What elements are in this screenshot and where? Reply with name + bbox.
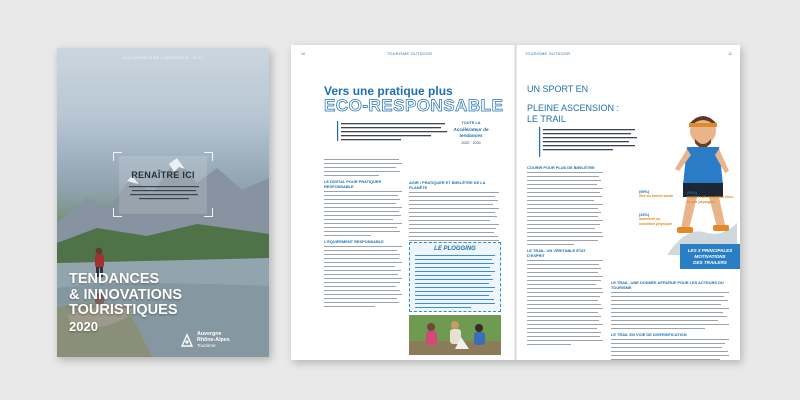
text-column xyxy=(324,159,402,310)
stat-percent: (50%) xyxy=(687,191,698,195)
section-subheading: L'ÉQUIPEMENT RESPONSABLE xyxy=(324,239,384,244)
frame-corner xyxy=(113,208,122,217)
stat-label: être au bonne santé xyxy=(639,194,673,199)
section-subheading: LE TRAIL, UN VÉRITABLE ÉTAT D'ESPRIT xyxy=(527,248,586,258)
right-page xyxy=(517,45,740,360)
stat-label: explorer de nouveaux lieux et ses paysages xyxy=(687,195,734,204)
frame-corner xyxy=(113,152,122,161)
section-subheading: LE DIGITAL POUR PRATIQUER RESPONSABLE xyxy=(324,179,382,189)
brand-line: Auvergne xyxy=(197,331,222,337)
plogging-photo xyxy=(409,315,501,355)
article-title: Vers une pratique plus xyxy=(324,84,453,98)
brand-name xyxy=(197,331,263,349)
article-title xyxy=(527,84,588,95)
plogging-text xyxy=(410,255,500,308)
magazine-cover xyxy=(57,48,269,357)
stat-health xyxy=(639,190,675,199)
cover-title-line: & INNOVATIONS xyxy=(69,286,183,303)
text-column xyxy=(611,277,729,360)
body-text xyxy=(324,159,402,176)
section-subheading: LE TRAIL, UNE DONNÉE APPARUE POUR LES ACTEURS DU TOURISME xyxy=(611,280,724,290)
lead-paragraph xyxy=(337,121,447,141)
trail-runner-illustration xyxy=(667,105,737,255)
article-title: LE TRAIL xyxy=(527,114,566,124)
body-text xyxy=(324,246,402,307)
cover-year: 2020 xyxy=(69,318,98,334)
page-number: 11 xyxy=(728,52,732,56)
body-text xyxy=(324,191,402,236)
article-title: PLEINE ASCENSION : xyxy=(527,103,620,113)
cover-title-line: TOURISTIQUES xyxy=(69,302,178,318)
motivations-banner xyxy=(680,244,740,269)
section-header: TOURISME OUTDOOR xyxy=(525,52,571,56)
series-label: LES CARNETS DE L'INGÉNIERIE · N°10 xyxy=(122,56,204,60)
brand-line: Rhône-Alpes xyxy=(197,337,230,343)
article-title-highlight: ECO-RESPONSABLE xyxy=(324,96,504,115)
section-subheading: AGIR / PRATIQUER ET BIEN-ÊTRE DE LA PLANÈTE xyxy=(409,180,486,190)
stat-percent: (59%) xyxy=(639,190,650,194)
stat-percent: (33%) xyxy=(639,213,650,217)
body-text xyxy=(611,339,729,360)
magazine-spread xyxy=(291,45,740,360)
plogging-box xyxy=(409,242,501,312)
cover-tagline: RENAÎTRE ICI xyxy=(131,170,195,180)
body-text xyxy=(611,292,729,329)
banner-line: LES 3 PRINCIPALES xyxy=(687,248,733,253)
text-column xyxy=(527,162,603,348)
cover-title xyxy=(69,272,182,334)
trend-accelerator-box xyxy=(452,119,490,159)
stat-label: maintenir sa condition physique xyxy=(639,217,672,226)
children-cleanup-image xyxy=(409,315,501,355)
section-subheading: LE TRAIL EN VOIE DE DIVERSIFICATION xyxy=(611,332,687,337)
lead-paragraph xyxy=(539,127,637,157)
brand-logo-icon xyxy=(180,332,194,348)
frame-corner xyxy=(204,208,213,217)
section-header: TOURISME OUTDOOR xyxy=(387,52,433,56)
text-column xyxy=(409,177,499,252)
sidebox-meta: 2020 · 2030 xyxy=(461,141,481,145)
sidebox-title: Accélérateur de tendances xyxy=(453,127,489,138)
title-line: UN SPORT EN xyxy=(527,84,589,94)
section-subheading: COURIR POUR PLUS DE BIEN-ÊTRE xyxy=(527,165,595,170)
body-text xyxy=(527,172,603,245)
page-number: 10 xyxy=(301,52,305,56)
left-page xyxy=(291,45,514,360)
frame-corner xyxy=(204,152,213,161)
banner-line: DES TRAILERS xyxy=(693,260,727,265)
cover-title-line: TENDANCES xyxy=(69,271,160,287)
brand-line: Tourisme xyxy=(197,343,216,348)
plogging-title: LE PLOGGING xyxy=(434,246,476,252)
sidebox-label: TOUTE LA xyxy=(461,121,481,125)
banner-line: MOTIVATIONS xyxy=(694,254,726,259)
stat-fitness xyxy=(639,213,677,226)
cover-blurb-text xyxy=(129,185,199,203)
body-text xyxy=(409,192,499,249)
stat-explore xyxy=(687,191,737,204)
body-text xyxy=(527,260,603,345)
